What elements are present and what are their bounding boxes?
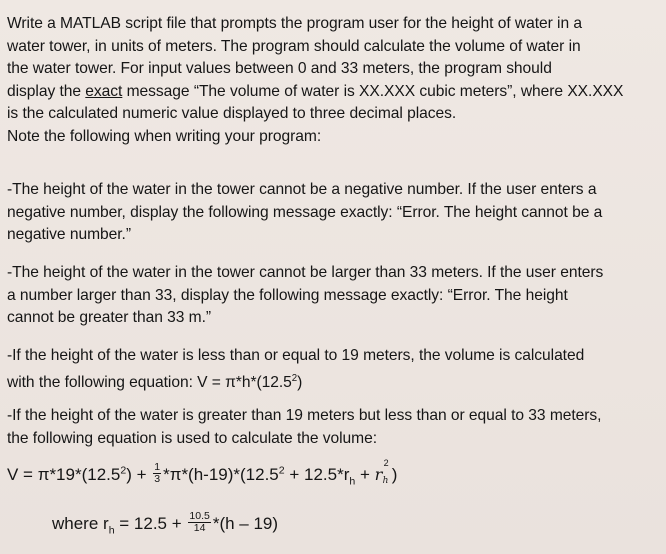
exponent: 2 (120, 464, 127, 477)
equation-text: with the following equation: V = π*h*(12.5 (7, 373, 292, 391)
rule-line: -The height of the water in the tower cannot be a negative number. If the user enters a (7, 181, 597, 198)
exponent: 2 (291, 372, 298, 384)
rule-line: -The height of the water in the tower cannot be larger than 33 meters. If the user enters (7, 264, 604, 281)
intro-line: Write a MATLAB script file that prompts the program user for the height of water in a (7, 15, 582, 32)
intro-line: is the calculated numeric value displayed to three decimal places. (7, 105, 457, 123)
rule-negative-paragraph (7, 179, 602, 247)
formula-text: + 12.5*r (284, 464, 350, 484)
exponent: 2 (383, 457, 389, 468)
rule-low-paragraph (7, 345, 584, 394)
variable-r: r (374, 464, 383, 484)
intro-text: display the (7, 82, 86, 100)
exact-emphasis: exact (85, 82, 123, 100)
rule-line: a number larger than 33, display the following message exactly: “Error. The height (7, 286, 568, 304)
fraction-numerator: 10.5 (189, 510, 210, 522)
rule-larger-paragraph (7, 262, 603, 330)
intro-line (7, 81, 623, 104)
fraction-numerator: 1 (154, 461, 161, 473)
formula-text: + (355, 464, 375, 484)
fraction-denominator: 3 (154, 473, 161, 485)
volume-formula (7, 457, 398, 488)
formula-text: ) (391, 464, 398, 484)
rule-line: -If the height of the water is greater than 19 meters but less than or equal to 33 meters, (7, 407, 602, 424)
intro-line: the water tower. For input values between 0 and 33 meters, the program should (7, 60, 552, 78)
rule-line: cannot be greater than 33 m.” (7, 309, 211, 327)
exponent: 2 (278, 464, 285, 477)
subscript: h (349, 475, 356, 488)
radius-formula (52, 510, 279, 537)
subscript: h (382, 475, 389, 486)
rule-line (7, 368, 584, 395)
rule-line: the following equation is used to calculate the volume: (7, 429, 378, 447)
rule-high-paragraph (7, 405, 601, 450)
fraction-denominator: 14 (193, 522, 206, 534)
rule-line: negative number, display the following message exactly: “Error. The height cannot be a (7, 203, 603, 221)
rule-line: -If the height of the water is less than or equal to 19 meters, the volume is calculated (7, 347, 585, 364)
intro-note: Note the following when writing your program: (7, 127, 322, 145)
formula-text: = 12.5 + (114, 513, 187, 533)
formula-text: where r (52, 513, 109, 533)
formula-text: *(h – 19) (212, 513, 279, 533)
fraction-10-5-over-14 (188, 511, 210, 534)
intro-line: water tower, in units of meters. The program should calculate the volume of water in (7, 37, 581, 55)
r-h-squared (374, 457, 392, 486)
formula-text: V = π*19*(12.5 (7, 464, 121, 484)
equation-text: ) (297, 373, 303, 391)
rule-line: negative number.” (7, 226, 131, 244)
intro-paragraph (7, 13, 623, 149)
subscript: h (108, 524, 115, 537)
formula-text: *π*(h-19)*(12.5 (163, 464, 279, 484)
intro-text: message “The volume of water is XX.XXX cubic meters”, where XX.XXX (122, 82, 624, 100)
fraction-one-third (153, 462, 161, 485)
formula-text: ) + (126, 464, 152, 484)
